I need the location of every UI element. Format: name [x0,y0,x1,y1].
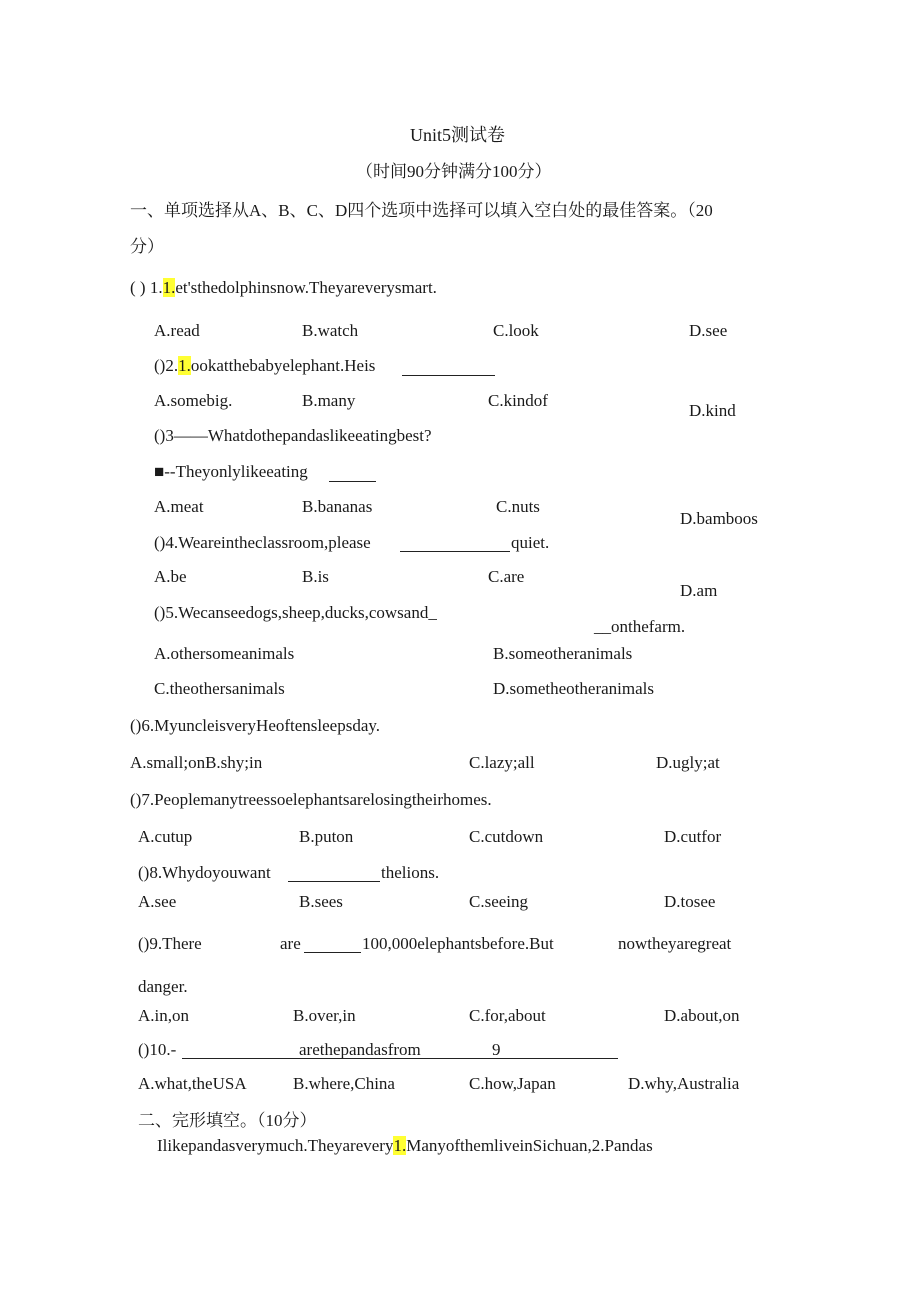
question-10-mid: arethepandasfrom [299,1040,421,1059]
section1-heading-cont: 分） [130,237,164,256]
q3-option-c: C.nuts [496,497,540,516]
q1-option-a: A.read [154,321,200,340]
q5-option-c: C.theothersanimals [154,679,285,698]
question-1-text: et'sthedolphinsnow.Theyareverysmart. [175,278,437,297]
answer-underline [182,1058,618,1059]
question-9-part3: 100,000elephantsbefore.But [362,934,554,953]
question-6: ()6.MyuncleisveryHeoftensleepsday. [130,716,381,735]
highlight-mark: 1. [178,356,191,375]
question-4-tail: quiet. [511,533,550,552]
q4-option-c: C.are [488,567,525,586]
question-2-prefix: ()2. [154,356,179,375]
question-9-part2: are [280,934,301,953]
q4-option-a: A.be [154,567,187,586]
q1-option-d: D.see [689,321,728,340]
q10-option-b: B.where,China [293,1074,395,1093]
question-8: ()8.Whydoyouwant [138,863,271,882]
q5-option-d: D.sometheotheranimals [493,679,654,698]
q8-option-b: B.sees [299,892,343,911]
q9-option-d: D.about,on [664,1006,740,1025]
answer-blank [402,375,495,376]
question-10-num: 9 [492,1040,501,1059]
passage-text-cont: ManyofthemliveinSichuan,2.Pandas [406,1136,653,1155]
question-3: ()3——Whatdothepandaslikeeatingbest? [154,426,432,445]
q3-option-a: A.meat [154,497,204,516]
q9-option-a: A.in,on [138,1006,189,1025]
section2-heading: 二、完形填空。（10分） [138,1111,317,1130]
q4-option-d: D.am [680,581,718,600]
question-1-prefix: ( ) 1. [130,278,163,297]
answer-blank [288,881,380,882]
question-2-text: ookatthebabyelephant.Heis [190,356,376,375]
q10-option-a: A.what,theUSA [138,1074,247,1093]
q5-option-a: A.othersomeanimals [154,644,295,663]
passage-text: Ilikepandasverymuch.Theyarevery [157,1136,394,1155]
question-8-tail: thelions. [381,863,440,882]
q6-option-d: D.ugly;at [656,753,720,772]
question-9-cont: danger. [138,977,188,996]
q5-option-b: B.someotheranimals [493,644,633,663]
q2-option-d: D.kind [689,401,736,420]
answer-blank [329,481,376,482]
page-title: Unit5测试卷 [410,125,506,145]
q6-option-ab: A.small;onB.shy;in [130,753,263,772]
q10-option-d: D.why,Australia [628,1074,740,1093]
highlight-mark: 1. [393,1136,407,1155]
q2-option-a: A.somebig. [154,391,233,410]
q8-option-c: C.seeing [469,892,529,911]
q8-option-d: D.tosee [664,892,716,911]
passage-line [157,1135,653,1157]
question-4: ()4.Weareintheclassroom,please [154,533,371,552]
question-10-prefix: ()10.- [138,1040,177,1059]
q1-option-b: B.watch [302,321,359,340]
question-5-tail: __onthefarm. [594,617,686,636]
q9-option-c: C.for,about [469,1006,546,1025]
section1-heading: 一、单项选择从A、B、C、D四个选项中选择可以填入空白处的最佳答案。（20 [130,201,713,220]
q3-option-b: B.bananas [302,497,373,516]
q7-option-b: B.puton [299,827,354,846]
q6-option-c: C.lazy;all [469,753,535,772]
question-5: ()5.Wecanseedogs,sheep,ducks,cowsand_ [154,603,437,622]
question-9-part1: ()9.There [138,934,202,953]
question-9-part4: nowtheyaregreat [618,934,732,953]
q7-option-d: D.cutfor [664,827,722,846]
question-2 [154,355,375,377]
answer-blank [400,551,510,552]
question-1 [130,277,437,299]
q10-option-c: C.how,Japan [469,1074,556,1093]
q4-option-b: B.is [302,567,329,586]
answer-blank [304,952,361,953]
q3-option-d: D.bamboos [680,509,758,528]
highlight-mark: 1. [162,278,176,297]
question-3-reply: ■--Theyonlylikeeating [154,462,308,481]
q7-option-a: A.cutup [138,827,193,846]
q8-option-a: A.see [138,892,177,911]
q1-option-c: C.look [493,321,539,340]
page-subtitle: （时间90分钟满分100分） [356,162,552,181]
q2-option-c: C.kindof [488,391,548,410]
q9-option-b: B.over,in [293,1006,356,1025]
q2-option-b: B.many [302,391,356,410]
question-7: ()7.Peoplemanytreessoelephantsarelosingtheirhomes. [130,790,492,809]
q7-option-c: C.cutdown [469,827,544,846]
